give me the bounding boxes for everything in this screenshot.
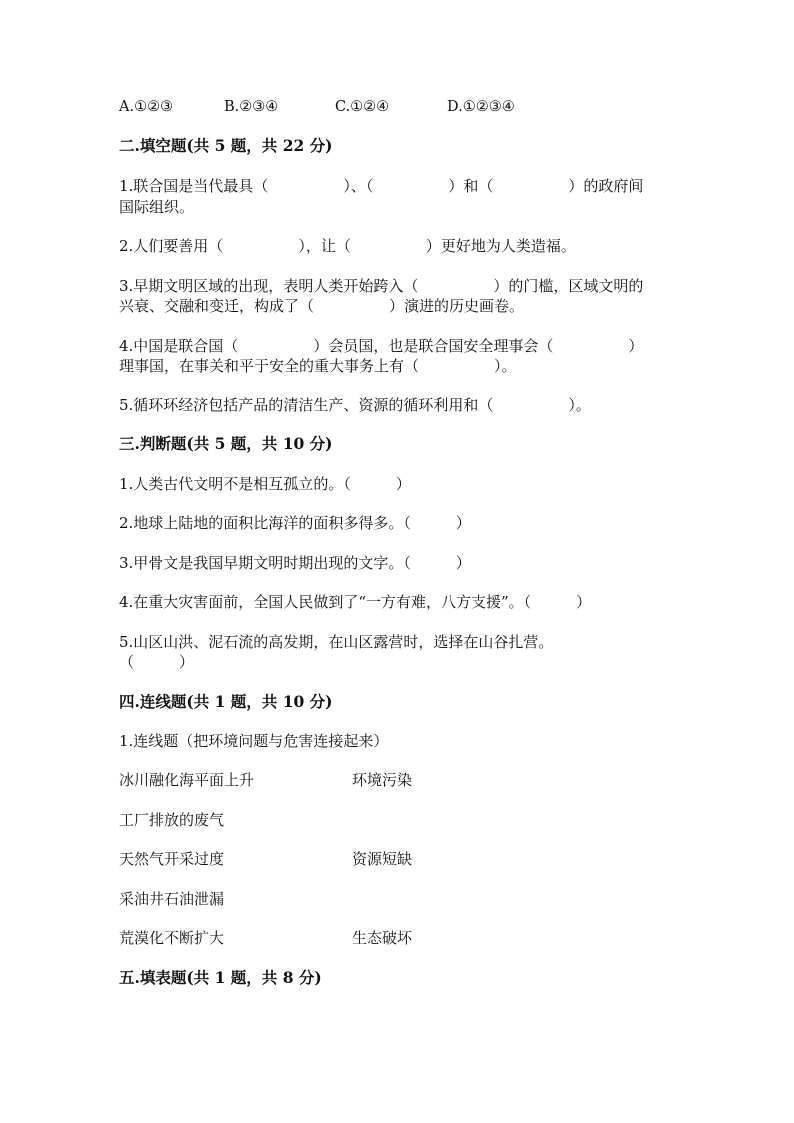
matching-left-item-5: 荒漠化不断扩大: [119, 929, 225, 947]
option-b: B.②③④: [224, 99, 279, 115]
matching-left-item-1: 冰川融化海平面上升: [119, 771, 255, 789]
fill-q4-line1: 4.中国是联合国（ ）会员国，也是联合国安全理事会（ ）: [119, 337, 644, 355]
matching-left-item-4: 采油井石油泄漏: [119, 890, 225, 908]
fill-q5: 5.循环环经济包括产品的清洁生产、资源的循环利用和（ ）。: [119, 396, 591, 414]
option-c: C.①②④: [335, 99, 390, 115]
fill-q1-line1: 1.联合国是当代最具（ ）、（ ）和（ ）的政府间: [119, 177, 644, 195]
section-2-heading: 二.填空题(共 5 题，共 22 分): [119, 136, 333, 155]
fill-q4-line2: 理事国，在事关和平于安全的重大事务上有（ ）。: [119, 357, 517, 375]
option-a: A.①②③: [119, 99, 174, 115]
judge-q2: 2.地球上陆地的面积比海洋的面积多得多。（ ）: [119, 514, 471, 532]
fill-q3-line1: 3.早期文明区域的出现，表明人类开始跨入（ ）的门槛，区域文明的: [119, 277, 644, 295]
matching-right-item-1: 环境污染: [352, 771, 413, 789]
matching-right-item-2: 资源短缺: [352, 850, 413, 868]
section-5-heading: 五.填表题(共 1 题，共 8 分): [119, 968, 322, 987]
matching-right-item-3: 生态破坏: [352, 929, 413, 947]
fill-q1-line2: 国际组织。: [119, 198, 195, 216]
matching-instruction: 1.连线题（把环境问题与危害连接起来）: [119, 732, 389, 750]
judge-q3: 3.甲骨文是我国早期文明时期出现的文字。（ ）: [119, 554, 471, 572]
section-3-heading: 三.判断题(共 5 题，共 10 分): [119, 434, 333, 453]
matching-left-item-2: 工厂排放的废气: [119, 811, 225, 829]
fill-q3-line2: 兴衰、交融和变迁，构成了（ ）演进的历史画卷。: [119, 297, 525, 315]
option-d: D.①②③④: [447, 99, 515, 115]
fill-q2: 2.人们要善用（ ），让（ ）更好地为人类造福。: [119, 237, 576, 255]
judge-q4: 4.在重大灾害面前，全国人民做到了“一方有难，八方支援”。（ ）: [119, 593, 592, 611]
matching-left-item-3: 天然气开采过度: [119, 850, 225, 868]
section-4-heading: 四.连线题(共 1 题，共 10 分): [119, 692, 333, 711]
judge-q5-line1: 5.山区山洪、泥石流的高发期，在山区露营时，选择在山谷扎营。: [119, 633, 554, 651]
judge-q5-line2: （ ）: [119, 653, 195, 671]
judge-q1: 1.人类古代文明不是相互孤立的。（ ）: [119, 475, 411, 493]
